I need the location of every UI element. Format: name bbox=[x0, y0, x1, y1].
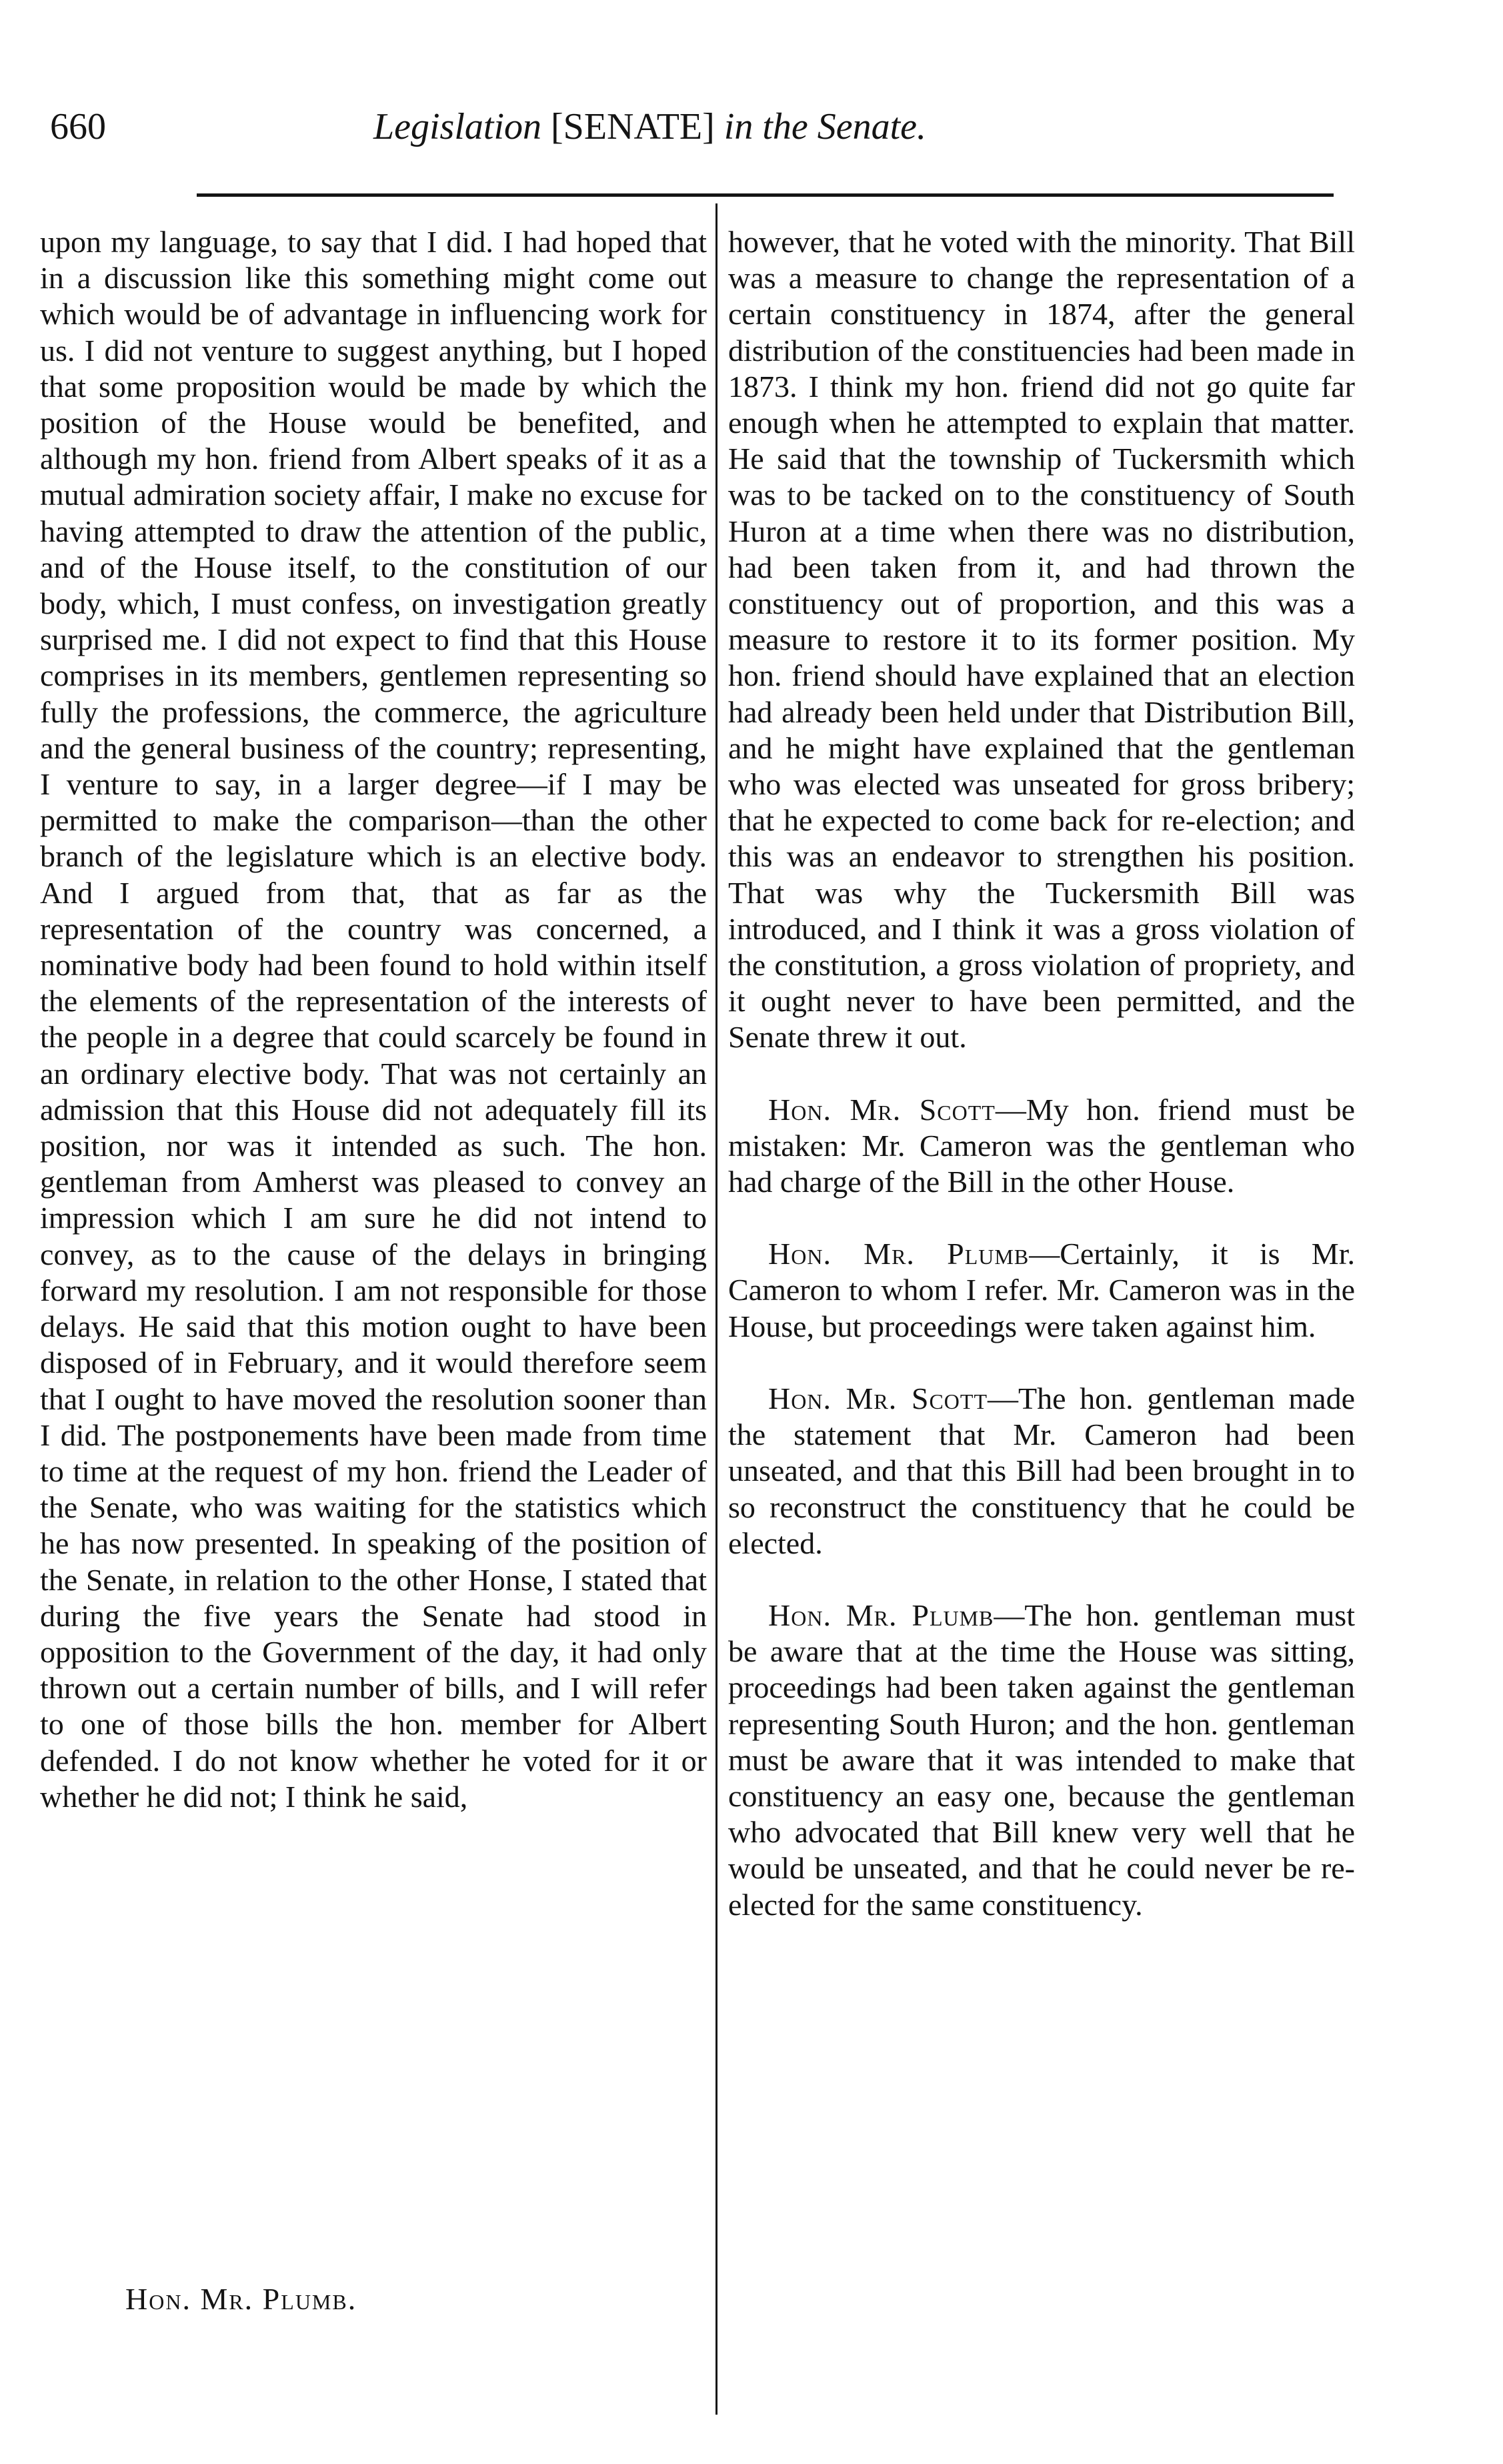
speech-scott-2 bbox=[728, 1381, 1355, 1562]
right-column bbox=[728, 224, 1355, 1923]
running-head-in-the-senate: in the Senate. bbox=[723, 106, 927, 147]
running-head-legislation: Legislation bbox=[373, 106, 542, 147]
header-rule bbox=[197, 193, 1334, 197]
speech-text: —Certainly, it is Mr. Cameron to whom I refer. Mr. Cameron was in the House, but proceedings were taken against him. bbox=[728, 1237, 1355, 1343]
speech-plumb-2 bbox=[728, 1598, 1355, 1923]
page-header bbox=[0, 100, 1503, 160]
column-divider bbox=[715, 203, 717, 2415]
running-head bbox=[373, 100, 926, 153]
speaker-name: Hon. Mr. Plumb bbox=[768, 1598, 994, 1632]
speech-scott-1 bbox=[728, 1092, 1355, 1201]
speech-text: —The hon. gentleman must be aware that at the time the House was sitting, proceedings had been taken against the gentleman representing South Huron; and the hon. gentleman must be aware that it was intended to make that constituency an easy one, because the gentleman who advocated that Bill knew very well that he would be unseated, and that he could never be re-elected for the same constituency. bbox=[728, 1598, 1355, 1922]
speech-text: —The hon. gentleman made the statement that Mr. Cameron had been unseated, and that this Bill had been brought in to so reconstruct the constituency that he could be elected. bbox=[728, 1381, 1355, 1560]
speaker-name: Hon. Mr. Scott bbox=[768, 1381, 988, 1415]
left-paragraph: upon my language, to say that I did. I had hoped that in a discussion like this something might come out which would be of advantage in influencing work for us. I did not venture to suggest anything, but I hoped that some proposition would be made by which the position of the House would be benefited, and although my hon. friend from Albert speaks of it as a mutual admiration society affair, I make no excuse for having attempted to draw the attention of the public, and of the House itself, to the constitution of our body, which, I must confess, on investigation greatly surprised me. I did not expect to find that this House comprises in its members, gentlemen representing so fully the professions, the commerce, the agriculture and the general business of the country; representing, I venture to say, in a larger degree—if I may be permitted to make the comparison—than the other branch of the legislature which is an elective body. And I argued from that, that as far as the representation of the country was concerned, a nominative body had been found to hold within itself the elements of the representation of the interests of the people in a degree that could scarcely be found in an ordinary elective body. That was not certainly an admission that this House did not adequately fill its position, nor was it intended as such. The hon. gentleman from Amherst was pleased to convey an impression which I am sure he did not intend to convey, as to the cause of the delays in bringing forward my resolution. I am not responsible for those delays. He said that this motion ought to have been disposed of in February, and it would therefore seem that I ought to have moved the resolution sooner than I did. The postponements have been made from time to time at the request of my hon. friend the Leader of the Senate, who was waiting for the statistics which he has now presented. In speaking of the position of the Senate, in relation to the other Honse, I stated that during the five years the Senate had stood in opposition to the Government of the day, it had only thrown out a certain number of bills, and I will refer to one of those bills the hon. member for Albert defended. I do not know whether he voted for it or whether he did not; I think he said, bbox=[40, 225, 707, 1814]
footer-speaker-name: Hon. Mr. Plumb. bbox=[125, 2282, 357, 2316]
speaker-name: Hon. Mr. Scott bbox=[768, 1092, 996, 1127]
right-continuation: however, that he voted with the minority. That Bill was a measure to change the representation of a certain constituency in 1874, after the general distribution of the constituencies had been made in 1873. I think my hon. friend did not go quite far enough when he attempted to explain that matter. He said that the township of Tuckersmith which was to be tacked on to the constituency of South Huron at a time when there was no distribution, had been taken from it, and had thrown the constituency out of proportion, and this was a measure to restore it to its former position. My hon. friend should have explained that an election had already been held under that Distribution Bill, and he might have explained that the gentleman who was elected was unseated for gross bribery; that he expected to come back for re-election; and this was an endeavor to strengthen his position. That was why the Tuckersmith Bill was introduced, and I think it was a gross violation of the constitution, a gross violation of propriety, and it ought never to have been permitted, and the Senate threw it out. bbox=[728, 225, 1355, 1055]
speech-text: —My hon. friend must be mistaken: Mr. Cameron was the gentleman who had charge of the Bill in the other House. bbox=[728, 1092, 1355, 1199]
speech-plumb-1 bbox=[728, 1236, 1355, 1345]
speaker-name: Hon. Mr. Plumb bbox=[768, 1237, 1030, 1271]
page-number: 660 bbox=[50, 106, 106, 147]
running-head-senate: [SENATE] bbox=[551, 106, 715, 147]
left-column bbox=[40, 224, 707, 1815]
